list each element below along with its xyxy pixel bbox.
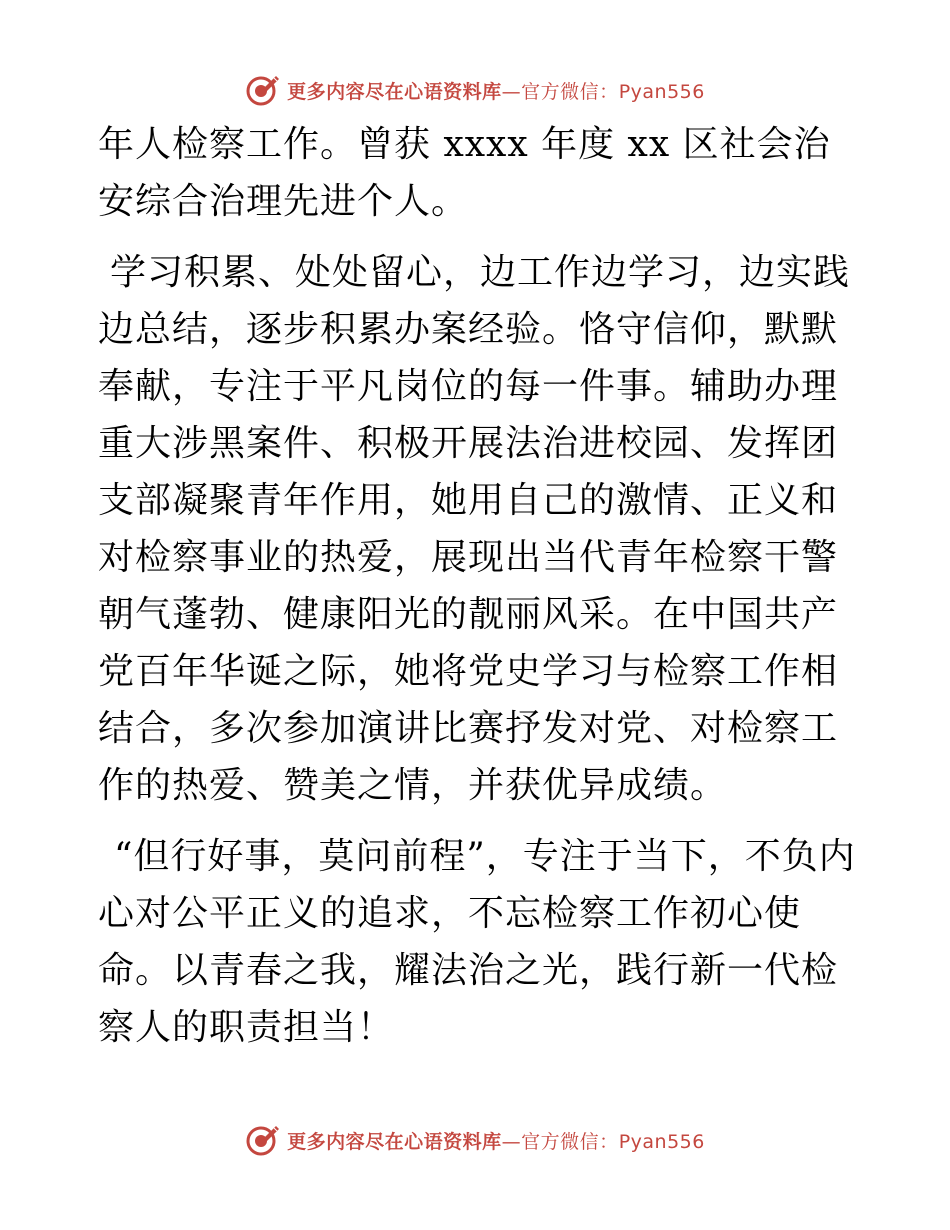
pen-nib-logo-icon bbox=[245, 1122, 281, 1158]
paragraph-1: 年人检察工作。曾获 xxxx 年度 xx 区社会治安综合治理先进个人。 bbox=[98, 124, 831, 222]
footer-banner-text bbox=[287, 1127, 705, 1154]
paragraph-3: “但行好事，莫问前程”，专注于当下，不负内心对公平正义的追求，不忘检察工作初心使命。以青春之我，耀法治之光，践行新一代检察人的职责担当！ bbox=[98, 836, 856, 1048]
header-wechat-label: 官方微信： bbox=[521, 80, 619, 103]
footer-banner bbox=[0, 1120, 950, 1160]
footer-separator: — bbox=[501, 1130, 522, 1153]
header-separator: — bbox=[501, 80, 522, 103]
header-banner bbox=[0, 70, 950, 110]
header-banner-text bbox=[287, 77, 705, 104]
document-body bbox=[98, 116, 858, 1056]
paragraph-2: 学习积累、处处留心，边工作边学习，边实践边总结，逐步积累办案经验。恪守信仰，默默奉献，专注于平凡岗位的每一件事。辅助办理重大涉黑案件、积极开展法治进校园、发挥团支部凝聚青年作用，她用自己的激情、正义和对检察事业的热爱，展现出当代青年检察干警朝气蓬勃、健康阳光的靓丽风采。在中国共产党百年华诞之际，她将党史学习与检察工作相结合，多次参加演讲比赛抒发对党、对检察工作的热爱、赞美之情，并获优异成绩。 bbox=[98, 252, 851, 806]
header-wechat-id: Pyan556 bbox=[618, 80, 705, 103]
footer-brand-text: 更多内容尽在心语资料库 bbox=[287, 1130, 502, 1153]
footer-wechat-id: Pyan556 bbox=[618, 1130, 705, 1153]
footer-wechat-label: 官方微信： bbox=[521, 1130, 619, 1153]
header-brand-text: 更多内容尽在心语资料库 bbox=[287, 80, 502, 103]
pen-nib-logo-icon bbox=[245, 72, 281, 108]
